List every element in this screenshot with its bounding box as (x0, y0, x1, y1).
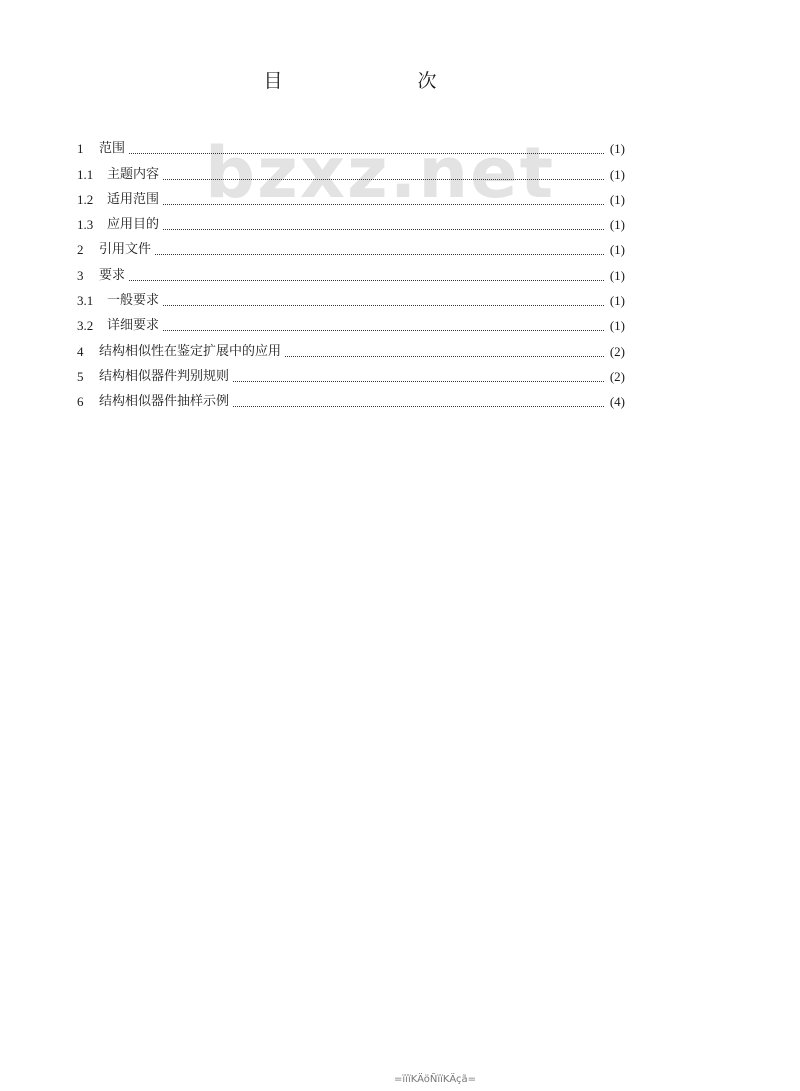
toc-entry (77, 360, 625, 385)
toc-entry-number: 3.2 (77, 318, 94, 334)
table-of-contents (77, 132, 625, 410)
toc-dot-leader (163, 203, 604, 205)
toc-entry-number: 1 (77, 141, 84, 157)
toc-entry (77, 334, 625, 359)
toc-entry-page: (2) (609, 343, 625, 359)
toc-entry-number: 1.2 (77, 191, 94, 207)
toc-entry (77, 183, 625, 208)
toc-dot-leader (285, 355, 604, 357)
toc-entry-number: 1.1 (77, 166, 94, 182)
toc-entry (77, 385, 625, 410)
toc-entry-label: 详细要求 (107, 318, 160, 334)
toc-entry (77, 309, 625, 334)
toc-entry (77, 208, 625, 233)
toc-dot-leader (233, 405, 604, 407)
toc-entry-number: 3.1 (77, 293, 94, 309)
toc-entry-page: (1) (609, 166, 625, 182)
toc-entry-number: 4 (77, 343, 84, 359)
toc-dot-leader (163, 329, 604, 331)
toc-entry-page: (1) (609, 242, 625, 258)
toc-entry (77, 157, 625, 182)
toc-dot-leader (129, 279, 604, 281)
toc-entry-number: 2 (77, 242, 84, 258)
toc-entry-number: 1.3 (77, 217, 94, 233)
toc-entry-label: 适用范围 (107, 191, 160, 207)
toc-entry-label: 结构相似性在鉴定扩展中的应用 (99, 343, 282, 359)
toc-entry-page: (2) (609, 368, 625, 384)
toc-entry (77, 258, 625, 283)
toc-entry-page: (1) (609, 318, 625, 334)
toc-entry (77, 132, 625, 157)
footer-text: =ïïïKÄöÑïïKÄçã= (394, 1074, 476, 1085)
toc-entry-number: 6 (77, 394, 84, 410)
toc-entry-page: (1) (609, 217, 625, 233)
toc-entry-number: 3 (77, 267, 84, 283)
toc-entry-label: 引用文件 (99, 242, 152, 258)
toc-dot-leader (163, 228, 604, 230)
toc-entry-number: 5 (77, 368, 84, 384)
toc-entry-label: 应用目的 (107, 217, 160, 233)
toc-dot-leader (163, 304, 604, 306)
toc-entry-label: 要求 (99, 267, 126, 283)
toc-entry-page: (1) (609, 141, 625, 157)
toc-entry-label: 范围 (99, 141, 126, 157)
toc-entry (77, 233, 625, 258)
toc-dot-leader (233, 380, 604, 382)
toc-entry (77, 284, 625, 309)
toc-entry-label: 结构相似器件判别规则 (99, 368, 230, 384)
watermark: bzxz.net (205, 132, 556, 214)
toc-entry-label: 主题内容 (107, 166, 160, 182)
page-title: 目 次 (263, 70, 495, 92)
toc-dot-leader (155, 253, 604, 255)
toc-entry-page: (1) (609, 293, 625, 309)
toc-entry-page: (1) (609, 191, 625, 207)
toc-entry-page: (1) (609, 267, 625, 283)
toc-dot-leader (129, 152, 604, 154)
toc-entry-page: (4) (609, 394, 625, 410)
toc-dot-leader (163, 178, 604, 180)
toc-entry-label: 一般要求 (107, 293, 160, 309)
toc-entry-label: 结构相似器件抽样示例 (99, 394, 230, 410)
